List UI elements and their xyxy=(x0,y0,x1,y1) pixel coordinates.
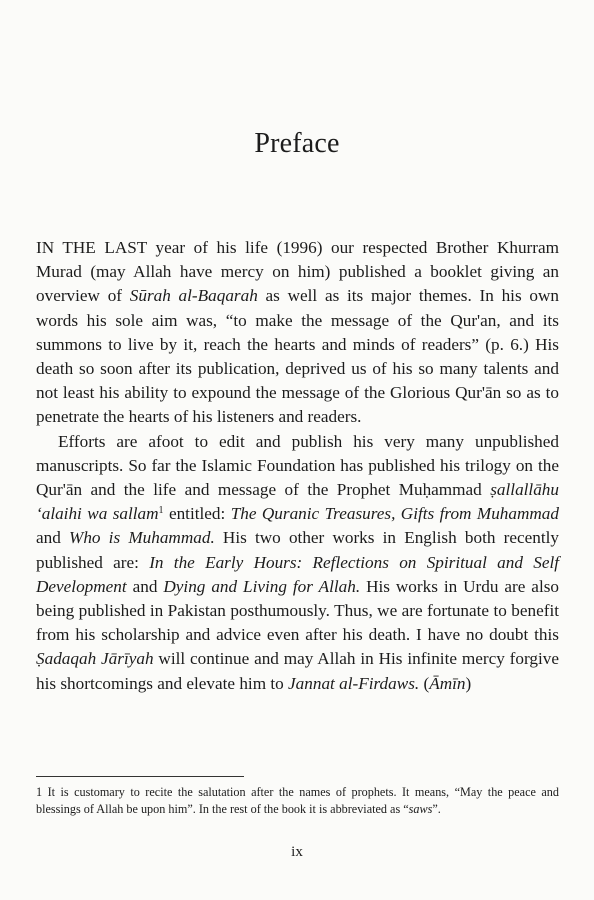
text-run: His two other works in English both recently published are: xyxy=(36,528,559,572)
italic-run: Sūrah al-Baqarah xyxy=(129,286,258,306)
text-run: will continue and may Allah in His infinite mercy forgive his shortcomings and elevate him to xyxy=(36,649,559,693)
footnote-divider xyxy=(36,776,244,777)
page-number: ix xyxy=(291,844,303,860)
text-run: ”. xyxy=(432,801,441,816)
footnote-ref[interactable]: 1 xyxy=(158,505,164,517)
body-text xyxy=(36,236,559,696)
italic-run: ṣallallāhu ‘alaihi wa sallam xyxy=(36,480,559,524)
text-run: and xyxy=(126,576,164,596)
italic-run: Āmīn xyxy=(429,673,466,693)
italic-run: Who is Muhammad. xyxy=(69,528,215,548)
text-run: and xyxy=(36,528,69,548)
italic-run: Ṣadaqah Jārīyah xyxy=(36,649,154,669)
page-title: Preface xyxy=(254,128,340,159)
text-run: entitled: xyxy=(163,504,231,524)
footnote-number: 1 xyxy=(36,785,43,799)
italic-run: In the Early Hours: Reflections on Spiritual and Self Development xyxy=(36,552,559,596)
text-run: IN THE LAST year of his life (1996) our respected Brother Khurram Murad (may Allah have mercy on him) published a booklet giving an overview of xyxy=(36,238,559,306)
text-run: Efforts are afoot to edit and publish his very many unpublished manuscripts. So far the Islamic Foundation has published his trilogy on the Qur'ān and the life and message of the Prophet Muḥammad xyxy=(36,431,559,500)
paragraph-2 xyxy=(36,430,559,696)
italic-run: Dying and Living for Allah. xyxy=(163,576,361,596)
italic-run: Jannat al-Firdaws. xyxy=(288,673,420,693)
italic-run: The Quranic Treasures, Gifts from Muhammad xyxy=(230,504,559,524)
text-run: It is customary to recite the salutation after the names of prophets. It means, “May the peace and blessings of Allah be upon him”. In the rest of the book it is abbreviated as “ xyxy=(36,785,559,816)
text-run: ( xyxy=(419,673,430,693)
text-run: as well as its major themes. In his own words his sole aim was, “to make the message of the Qur'an, and its summons to live by it, reach the hearts and minds of readers” (p. 6.) His death so soon after its publication, deprived us of his so many talents and not least his ability to expound the message of the Glorious Qur'ān so as to penetrate the hearts of his listeners and readers. xyxy=(36,286,559,427)
text-run: His works in Urdu are also being published in Pakistan posthumously. Thus, we are fortunate to benefit from his scholarship and advice even after his death. I have no doubt this xyxy=(36,576,559,645)
italic-run: saws xyxy=(408,801,433,816)
text-run: ) xyxy=(465,673,472,693)
footnote xyxy=(36,784,559,817)
paragraph-1 xyxy=(36,236,559,430)
